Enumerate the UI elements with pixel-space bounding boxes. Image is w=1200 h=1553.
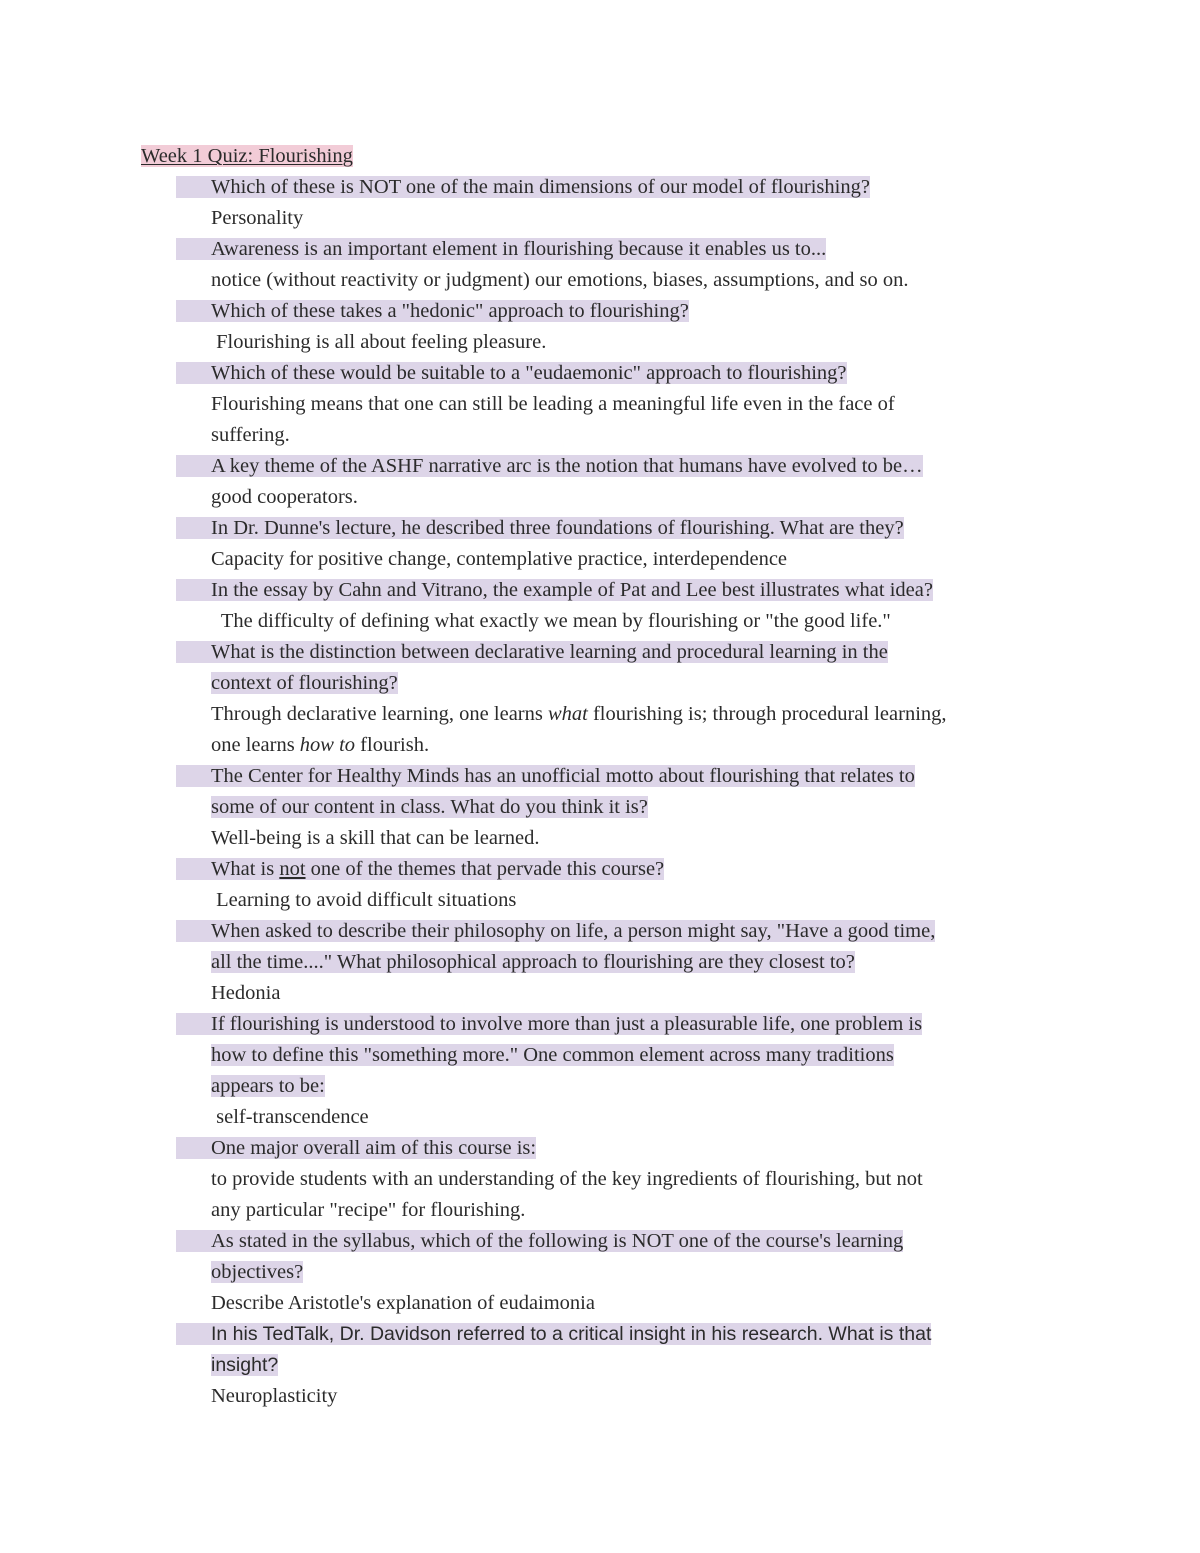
quiz-question-list — [176, 172, 1076, 1412]
quiz-question — [176, 1226, 1076, 1288]
question-text-pre: What is — [211, 858, 280, 880]
quiz-question — [176, 172, 1076, 203]
question-text: A key theme of the ASHF narrative arc is the notion that humans have evolved to be… — [176, 455, 923, 477]
quiz-question — [176, 637, 1076, 699]
question-line — [176, 916, 1076, 947]
question-text: Which of these takes a "hedonic" approach to flourishing? — [176, 300, 689, 322]
quiz-item — [176, 761, 1076, 854]
question-line — [176, 1009, 1076, 1040]
quiz-question — [176, 854, 1076, 885]
quiz-item — [176, 637, 1076, 761]
question-line — [176, 1257, 1076, 1288]
quiz-question — [176, 761, 1076, 823]
answer-text-post: flourishing is; through procedural learning, — [587, 703, 947, 725]
document-title-text: Week 1 Quiz: Flourishing — [141, 145, 353, 167]
quiz-item — [176, 172, 1076, 234]
question-text: some of our content in class. What do you think it is? — [211, 796, 648, 818]
quiz-answer — [176, 699, 1076, 761]
answer-line: Well-being is a skill that can be learned. — [211, 827, 540, 849]
question-text: how to define this "something more." One common element across many traditions — [211, 1044, 894, 1066]
answer-line: Hedonia — [211, 982, 281, 1004]
quiz-answer — [176, 1102, 1076, 1133]
answer-text-italic: what — [547, 703, 588, 725]
question-line — [176, 947, 1076, 978]
answer-line: self-transcendence — [211, 1106, 369, 1128]
answer-line: The difficulty of defining what exactly we mean by flourishing or "the good life." — [211, 610, 891, 632]
quiz-item — [176, 296, 1076, 358]
question-text: One major overall aim of this course is: — [176, 1137, 536, 1159]
question-text: all the time...." What philosophical approach to flourishing are they closest to? — [211, 951, 855, 973]
quiz-answer — [176, 203, 1076, 234]
quiz-item — [176, 1009, 1076, 1133]
quiz-item — [176, 358, 1076, 451]
quiz-answer — [176, 1288, 1076, 1319]
question-line — [176, 575, 1076, 606]
question-text-underlined: not — [279, 858, 306, 880]
quiz-answer — [176, 544, 1076, 575]
question-line — [176, 792, 1076, 823]
question-text: insight? — [211, 1354, 279, 1376]
quiz-question — [176, 451, 1076, 482]
quiz-item — [176, 234, 1076, 296]
question-text: If flourishing is understood to involve more than just a pleasurable life, one problem is — [176, 1013, 922, 1035]
quiz-item — [176, 916, 1076, 1009]
question-text: When asked to describe their philosophy on life, a person might say, "Have a good time, — [176, 920, 935, 942]
answer-line — [176, 699, 1076, 730]
question-line — [176, 1319, 1076, 1350]
question-line — [176, 513, 1076, 544]
quiz-question — [176, 513, 1076, 544]
quiz-answer — [176, 885, 1076, 916]
quiz-answer — [176, 1164, 1076, 1226]
answer-line: Learning to avoid difficult situations — [211, 889, 517, 911]
quiz-question — [176, 1133, 1076, 1164]
question-line — [176, 358, 1076, 389]
question-line — [176, 668, 1076, 699]
answer-line: good cooperators. — [211, 486, 358, 508]
answer-line: Flourishing is all about feeling pleasure. — [211, 331, 547, 353]
quiz-question — [176, 575, 1076, 606]
quiz-question — [176, 1009, 1076, 1102]
quiz-item — [176, 513, 1076, 575]
answer-line: to provide students with an understanding of the key ingredients of flourishing, but not — [211, 1168, 923, 1190]
question-text: objectives? — [211, 1261, 304, 1283]
question-line — [176, 234, 1076, 265]
question-text: In the essay by Cahn and Vitrano, the example of Pat and Lee best illustrates what idea? — [176, 579, 933, 601]
quiz-item — [176, 1226, 1076, 1319]
answer-text-italic: how to — [299, 734, 356, 756]
question-text: Which of these is NOT one of the main dimensions of our model of flourishing? — [176, 176, 870, 198]
quiz-item — [176, 451, 1076, 513]
quiz-answer — [176, 482, 1076, 513]
question-text: Which of these would be suitable to a "eudaemonic" approach to flourishing? — [176, 362, 847, 384]
answer-line: Neuroplasticity — [211, 1385, 338, 1407]
question-line — [176, 1071, 1076, 1102]
answer-line: suffering. — [211, 424, 290, 446]
quiz-item — [176, 575, 1076, 637]
question-text: context of flourishing? — [211, 672, 398, 694]
quiz-question — [176, 234, 1076, 265]
question-text: In Dr. Dunne's lecture, he described three foundations of flourishing. What are they? — [176, 517, 904, 539]
answer-line: Capacity for positive change, contemplative practice, interdependence — [211, 548, 788, 570]
question-text: In his TedTalk, Dr. Davidson referred to a critical insight in his research. What is that — [176, 1323, 931, 1345]
question-text: appears to be: — [211, 1075, 325, 1097]
answer-line — [176, 730, 1076, 761]
question-line — [176, 172, 1076, 203]
question-line — [176, 1133, 1076, 1164]
answer-text-pre: Through declarative learning, one learns — [211, 703, 548, 725]
quiz-answer — [176, 823, 1076, 854]
question-line — [176, 761, 1076, 792]
question-line — [176, 1040, 1076, 1071]
question-text-post: one of the themes that pervade this course? — [305, 858, 665, 880]
answer-text-post: flourish. — [355, 734, 430, 756]
quiz-answer — [176, 327, 1076, 358]
question-text: As stated in the syllabus, which of the following is NOT one of the course's learning — [176, 1230, 903, 1252]
quiz-question — [176, 358, 1076, 389]
answer-line: Flourishing means that one can still be leading a meaningful life even in the face of — [211, 393, 895, 415]
answer-text-pre: one learns — [211, 734, 300, 756]
question-text: The Center for Healthy Minds has an unofficial motto about flourishing that relates to — [176, 765, 915, 787]
quiz-answer — [176, 389, 1076, 451]
answer-line: notice (without reactivity or judgment) our emotions, biases, assumptions, and so on. — [211, 269, 909, 291]
quiz-answer — [176, 606, 1076, 637]
question-text: Awareness is an important element in flourishing because it enables us to... — [176, 238, 826, 260]
quiz-answer — [176, 1381, 1076, 1412]
question-line — [176, 1226, 1076, 1257]
document-title — [141, 141, 353, 172]
quiz-question — [176, 296, 1076, 327]
quiz-item — [176, 854, 1076, 916]
question-line — [176, 296, 1076, 327]
answer-line: Describe Aristotle's explanation of eudaimonia — [211, 1292, 595, 1314]
answer-line: any particular "recipe" for flourishing. — [211, 1199, 526, 1221]
question-text: What is the distinction between declarative learning and procedural learning in the — [176, 641, 888, 663]
quiz-question — [176, 916, 1076, 978]
quiz-answer — [176, 265, 1076, 296]
quiz-answer — [176, 978, 1076, 1009]
question-line — [176, 451, 1076, 482]
question-text — [176, 858, 664, 880]
answer-line: Personality — [211, 207, 304, 229]
quiz-item — [176, 1319, 1076, 1412]
question-line — [176, 637, 1076, 668]
quiz-question — [176, 1319, 1076, 1381]
question-line — [176, 1350, 1076, 1381]
quiz-item — [176, 1133, 1076, 1226]
question-line — [176, 854, 1076, 885]
